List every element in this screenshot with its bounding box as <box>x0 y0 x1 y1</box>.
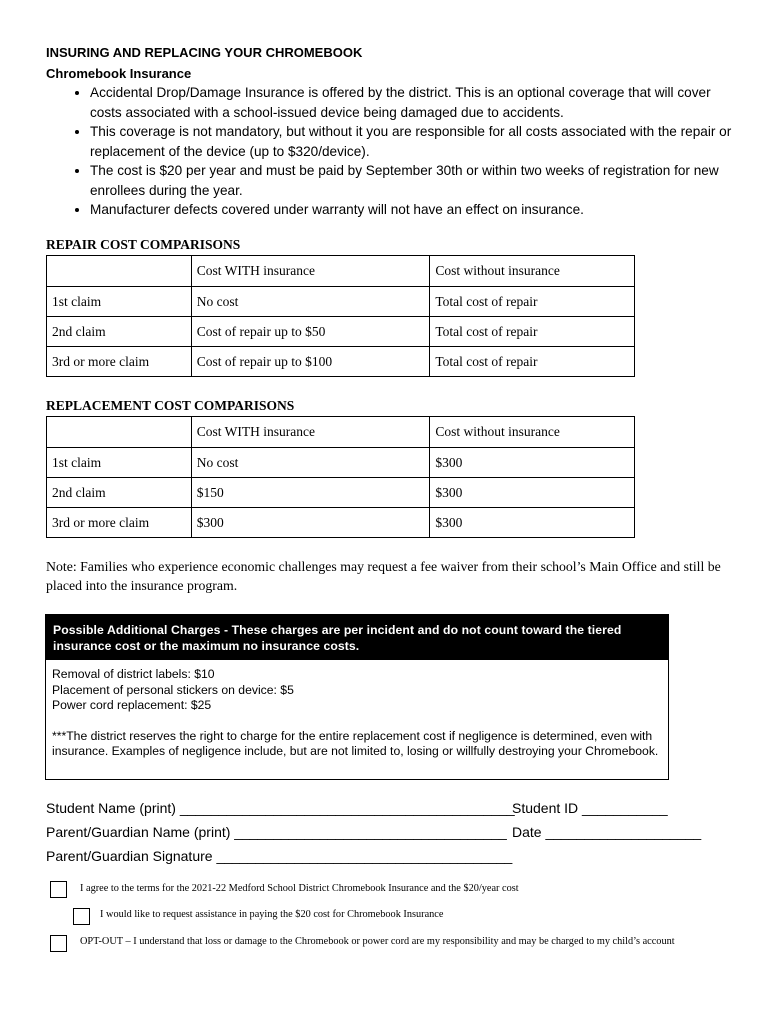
request-assistance-checkbox[interactable] <box>73 908 90 925</box>
negligence-disclaimer: ***The district reserves the right to charge for the entire replacement cost if negligence is determined, even with insurance. Examples of negligence include, but are not limited to, losing or willfully destroying your Chromebook. <box>52 728 659 758</box>
replacement-table-title: REPLACEMENT COST COMPARISONS <box>46 398 295 413</box>
additional-charges-header: Possible Additional Charges - These charges are per incident and do not count toward the tiered insurance cost or the maximum no insurance costs. <box>46 615 668 660</box>
agree-terms-checkbox[interactable] <box>50 881 67 898</box>
table-cell: 1st claim <box>47 287 192 317</box>
replacement-cost-table <box>46 416 635 538</box>
student-id-field[interactable]: Student ID ___________ <box>512 800 668 816</box>
table-cell: 3rd or more claim <box>47 508 192 538</box>
bullet-item: • Accidental Drop/Damage Insurance is offered by the district. This is an optional coverage that will cover costs associated with a school-issued device being damaged due to accidents. <box>90 83 736 122</box>
table-cell: Total cost of repair <box>430 317 635 347</box>
request-assistance-label: I would like to request assistance in paying the $20 cost for Chromebook Insurance <box>100 909 444 920</box>
bullet-item: • The cost is $20 per year and must be paid by September 30th or within two weeks of registration for new enrollees during the year. <box>90 161 736 200</box>
charge-item: Removal of district labels: $10 <box>52 667 215 681</box>
table-header-cell <box>47 417 192 448</box>
fee-waiver-note: Note: Families who experience economic challenges may request a fee waiver from their school’s Main Office and still be placed into the insurance program. <box>46 559 721 593</box>
table-cell: 2nd claim <box>47 478 192 508</box>
table-row <box>47 287 635 317</box>
additional-charges-box <box>45 614 669 780</box>
repair-cost-table <box>46 255 635 377</box>
table-cell: 3rd or more claim <box>47 347 192 377</box>
table-cell: 2nd claim <box>47 317 192 347</box>
document-heading: INSURING AND REPLACING YOUR CHROMEBOOK <box>46 45 363 60</box>
table-cell: $150 <box>191 478 430 508</box>
table-header-cell: Cost WITH insurance <box>191 417 430 448</box>
table-header-cell: Cost WITH insurance <box>191 256 430 287</box>
table-cell: $300 <box>430 508 635 538</box>
table-row <box>47 478 635 508</box>
date-field[interactable]: Date ____________________ <box>512 824 702 840</box>
table-cell: Cost of repair up to $100 <box>191 347 430 377</box>
parent-signature-field[interactable]: Parent/Guardian Signature ______________________________________ <box>46 848 513 864</box>
table-header-cell <box>47 256 192 287</box>
insurance-bullet-list <box>46 83 736 220</box>
table-cell: Total cost of repair <box>430 287 635 317</box>
section-subheading: Chromebook Insurance <box>46 66 192 81</box>
agree-terms-label: I agree to the terms for the 2021-22 Medford School District Chromebook Insurance and the $20/year cost <box>80 883 519 894</box>
repair-table-title: REPAIR COST COMPARISONS <box>46 237 241 252</box>
additional-charges-body <box>46 660 668 760</box>
table-row <box>47 508 635 538</box>
table-header-cell: Cost without insurance <box>430 417 635 448</box>
table-cell: Total cost of repair <box>430 347 635 377</box>
charge-item: Power cord replacement: $25 <box>52 698 212 712</box>
table-cell: $300 <box>191 508 430 538</box>
parent-name-field[interactable]: Parent/Guardian Name (print) ___________________________________ <box>46 824 507 840</box>
table-cell: Cost of repair up to $50 <box>191 317 430 347</box>
table-cell: $300 <box>430 478 635 508</box>
table-row <box>47 317 635 347</box>
opt-out-checkbox[interactable] <box>50 935 67 952</box>
charge-item: Placement of personal stickers on device: $5 <box>52 682 294 697</box>
table-header-cell: Cost without insurance <box>430 256 635 287</box>
table-cell: No cost <box>191 448 430 478</box>
table-cell: 1st claim <box>47 448 192 478</box>
table-cell: No cost <box>191 287 430 317</box>
table-header-row <box>47 417 635 448</box>
table-row <box>47 448 635 478</box>
bullet-item: • Manufacturer defects covered under warranty will not have an effect on insurance. <box>90 200 736 220</box>
bullet-item: • This coverage is not mandatory, but without it you are responsible for all costs associated with the repair or replacement of the device (up to $320/device). <box>90 122 736 161</box>
table-header-row <box>47 256 635 287</box>
opt-out-label: OPT-OUT – I understand that loss or damage to the Chromebook or power cord are my responsibility and may be charged to my child’s account <box>80 936 675 947</box>
table-cell: $300 <box>430 448 635 478</box>
student-name-field[interactable]: Student Name (print) ___________________________________________ <box>46 800 515 816</box>
table-row <box>47 347 635 377</box>
